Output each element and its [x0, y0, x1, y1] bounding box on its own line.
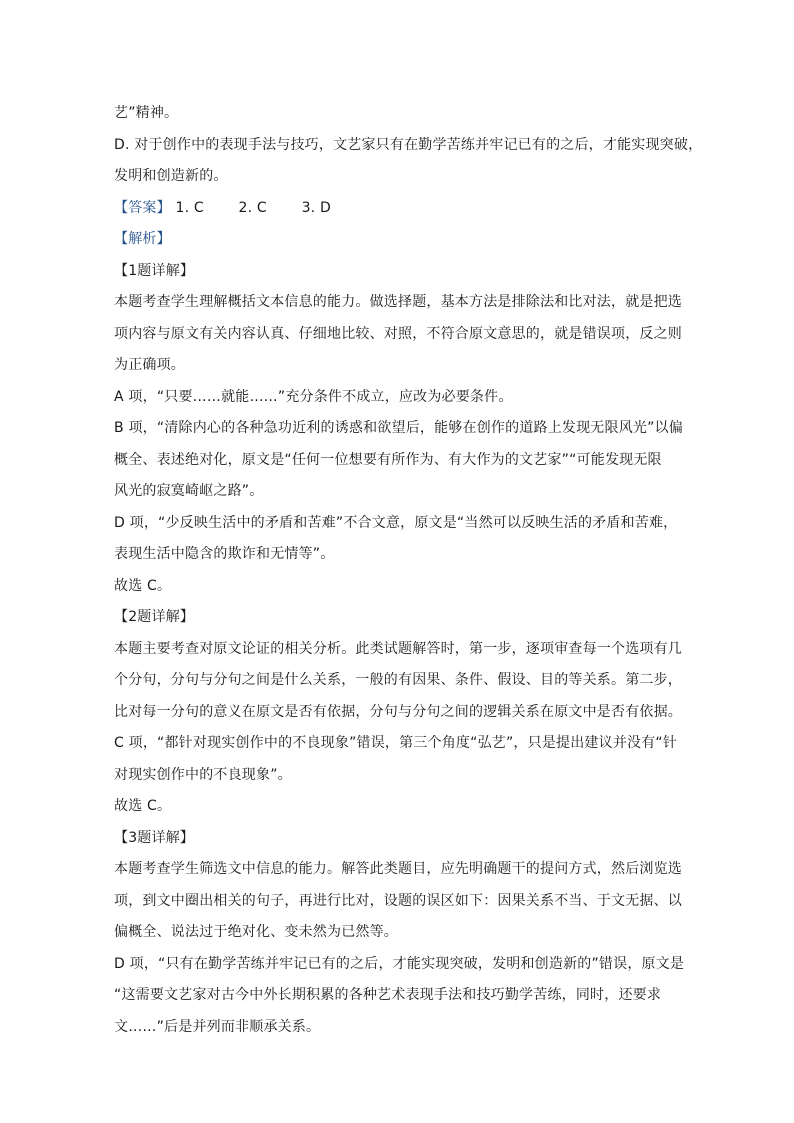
- section-heading: 【1题详解】: [114, 262, 195, 279]
- text-line: 本题主要考查对原文论证的相关分析。此类试题解答时，第一步，逐项审查每一个选项有几: [114, 640, 682, 657]
- section-1: [114, 256, 684, 603]
- answer-1: 1. C: [175, 199, 204, 216]
- document-body: [114, 98, 703, 1043]
- text-line: 表现生活中隐含的欺诈和无情等”。: [114, 546, 335, 562]
- text-line: 艺”精神。: [114, 105, 179, 121]
- text-line: 风光的寂寞崎岖之路”。: [114, 483, 264, 499]
- text-line: 发明和创造新的。: [114, 168, 228, 184]
- text-line: 本题考查学生筛选文中信息的能力。解答此类题目，应先明确题干的提问方式，然后浏览选: [114, 861, 682, 877]
- section-3: [114, 823, 684, 1044]
- text-line: “这需要文艺家对古今中外长期积累的各种艺术表现手法和技巧勤学苦练，同时，还要求: [114, 987, 662, 1003]
- text-line: A 项，“只要……就能……”充分条件不成立，应改为必要条件。: [114, 388, 513, 405]
- text-line: 故选 C。: [114, 798, 172, 814]
- answer-line: [114, 193, 684, 225]
- section-2: [114, 602, 684, 823]
- text-line: 本题考查学生理解概括文本信息的能力。做选择题，基本方法是排除法和比对法，就是把选: [114, 294, 682, 310]
- text-line: 比对每一分句的意义在原文是否有依据，分句与分句之间的逻辑关系在原文中是否有依据。: [114, 703, 682, 720]
- answer-tag: 【答案】: [114, 199, 171, 216]
- answer-2: 2. C: [238, 199, 267, 216]
- text-line: 个分句，分句与分句之间是什么关系，一般的有因果、条件、假设、目的等关系。第二步，: [114, 672, 682, 688]
- text-line: 偏概全、说法过于绝对化、变未然为已然等。: [114, 924, 398, 940]
- text-line: 文……”后是并列而非顺承关系。: [114, 1018, 321, 1035]
- text-line: B 项，“清除内心的各种急功近利的诱惑和欲望后，能够在创作的道路上发现无限风光”以偏: [114, 420, 683, 436]
- text-line: 对现实创作中的不良现象”。: [114, 766, 292, 783]
- section-heading: 【2题详解】: [114, 609, 195, 625]
- text-line: C 项，“都针对现实创作中的不良现象”错误，第三个角度“弘艺”，只是提出建议并没有“针: [114, 735, 678, 751]
- text-line: 故选 C。: [114, 577, 172, 594]
- text-line: D 项，“只有在勤学苦练并牢记已有的之后，才能实现突破，发明和创造新的”错误，原文是: [114, 955, 685, 972]
- text-line: 概全、表述绝对化，原文是“任何一位想要有所作为、有大作为的文艺家”“可能发现无限: [114, 451, 662, 468]
- answer-3: 3. D: [301, 199, 331, 216]
- analysis-tag: 【解析】: [114, 231, 171, 247]
- section-heading: 【3题详解】: [114, 829, 195, 846]
- text-line: 项，到文中圈出相关的句子，再进行比对，设题的误区如下：因果关系不当、于文无据、以: [114, 892, 682, 909]
- text-line: D 项，“少反映生活中的矛盾和苦难”不合文意，原文是“当然可以反映生活的矛盾和苦难，: [114, 514, 678, 531]
- text-line: 为正确项。: [114, 357, 185, 373]
- text-line: 项内容与原文有关内容认真、仔细地比较、对照，不符合原文意思的，就是错误项，反之则: [114, 325, 682, 342]
- text-line: D. 对于创作中的表现手法与技巧，文艺家只有在勤学苦练并牢记已有的之后，才能实现突破，: [114, 136, 703, 153]
